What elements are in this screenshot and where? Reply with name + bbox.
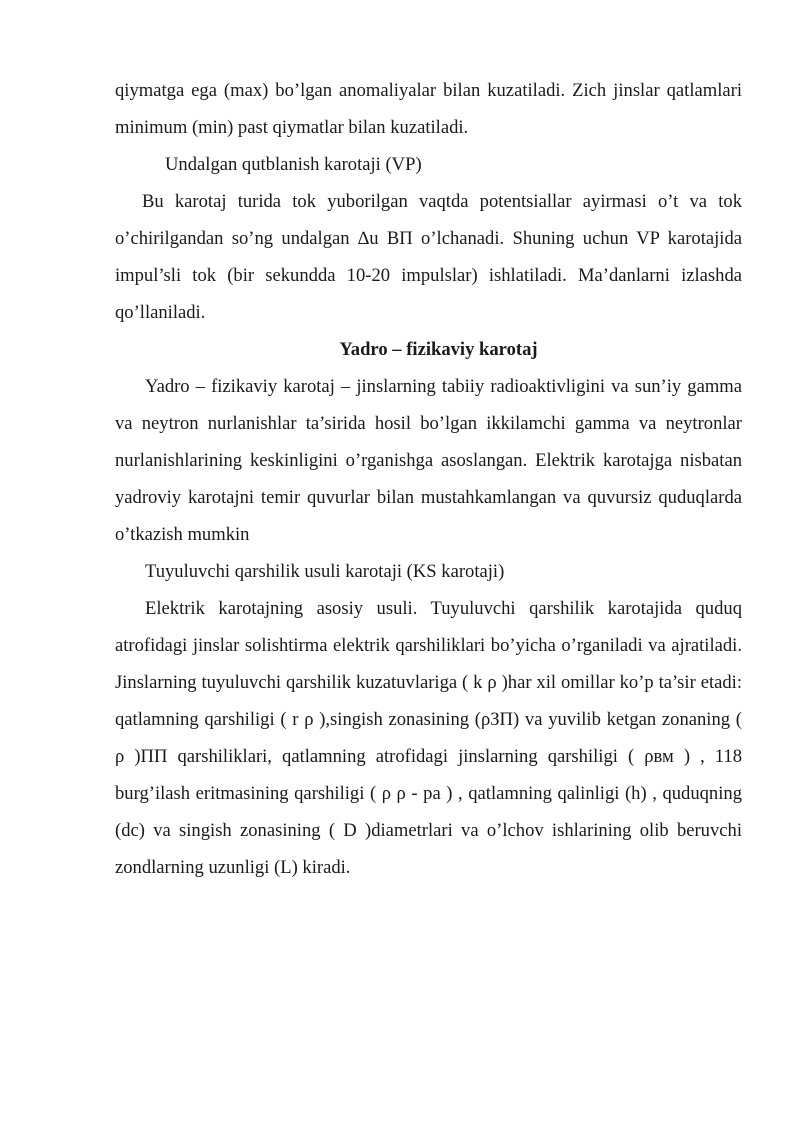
subheading-vp: Undalgan qutblanish karotaji (VP) [165, 154, 422, 175]
paragraph-ks-description: Elektrik karotajning asosiy usuli. Tuyuluvchi qarshilik karotajida quduq atrofidagi jinslar solishtirma elektrik qarshiliklari bo’yicha o’rganiladi va ajratiladi. Jinslarning tuyuluvchi qarshilik kuzatuvlariga ( k ρ )har xil omillar ko’p ta’sir etadi: qatlamning qarshiligi ( r ρ ),singish zonasining (ρЗП) va yuvilib ketgan zonaning ( ρ )ПП qarshiliklari, qatlamning atrofidagi jinslarning qarshiligi ( ρвм ) , 118 burg’ilash eritmasining qarshiligi ( ρ ρ - pa ) , qatlamning qalinligi (h) , quduqning (dc) va singish zonasining ( D )diametrlari va o’lchov ishlarining olib beruvchi zondlarning uzunligi (L) kiradi. [115, 598, 742, 878]
paragraph-anomalies: qiymatga ega (max) bo’lgan anomaliyalar bilan kuzatiladi. Zich jinslar qatlamlari minimum (min) past qiymatlar bilan kuzatiladi. [115, 80, 742, 138]
section-heading-nuclear: Yadro – fizikaviy karotaj [339, 339, 538, 360]
paragraph-vp-description: Bu karotaj turida tok yuborilgan vaqtda potentsiallar ayirmasi o’t va tok o’chirilgandan so’ng undalgan ∆u BП o’lchanadi. Shuning uchun VP karotajida impul’sli tok (bir sekundda 10-20 impulslar) ishlatiladi. Ma’danlarni izlashda qo’llaniladi. [115, 191, 742, 323]
paragraph-nuclear-description: Yadro – fizikaviy karotaj – jinslarning tabiiy radioaktivligini va sun’iy gamma va neytron nurlanishlar ta’sirida hosil bo’lgan ikkilamchi gamma va neytronlar nurlanishlarining keskinligini o’rganishga asoslangan. Elektrik karotajga nisbatan yadroviy karotajni temir quvurlar bilan mustahkamlangan va quvursiz quduqlarda o’tkazish mumkin [115, 376, 742, 545]
subheading-ks: Tuyuluvchi qarshilik usuli karotaji (KS karotaji) [145, 561, 505, 582]
document-page [115, 72, 742, 886]
